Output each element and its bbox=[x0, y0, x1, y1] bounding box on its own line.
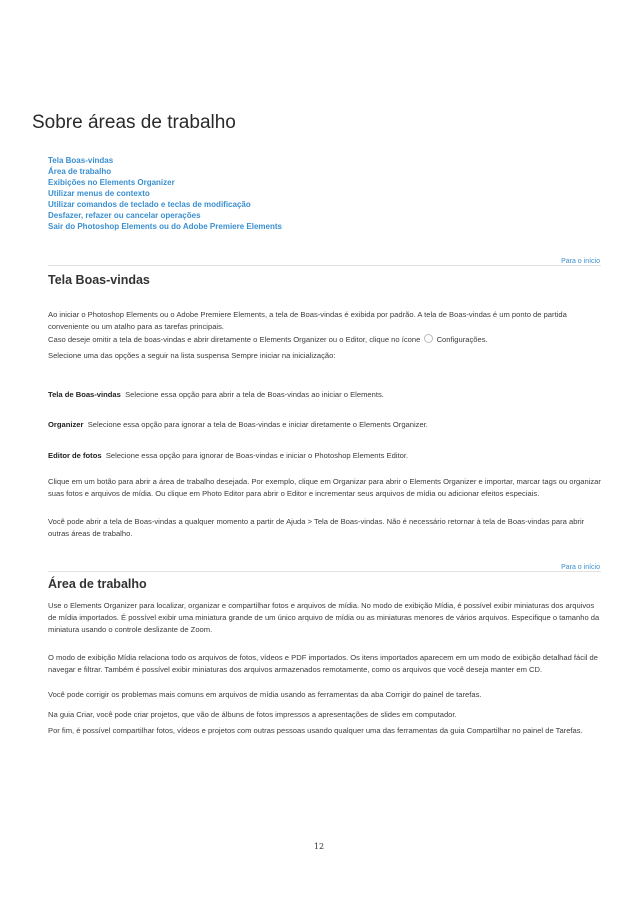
toc-link-comandos-de-teclado[interactable]: Utilizar comandos de teclado e teclas de modificação bbox=[48, 200, 251, 209]
option-description: Selecione essa opção para ignorar de Boas-vindas e iniciar o Photoshop Elements Editor. bbox=[105, 451, 409, 460]
option-editor-de-fotos bbox=[48, 450, 604, 462]
paragraph: Clique em um botão para abrir a área de trabalho desejada. Por exemplo, clique em Organizar para abrir o Elements Organizer e importar, marcar tags ou organizar suas fotos e arquivos de mídia. Ou clique em Photo Editor para abrir o Editor e incrementar seus arquivos de mídia ou adicionar efeitos especiais. bbox=[48, 477, 601, 498]
paragraph: Use o Elements Organizer para localizar, organizar e compartilhar fotos e arquivos de mídia. No modo de exibição Mídia, é possível exibir miniaturas dos arquivos de mídia importados. É possível exibir uma miniatura grande de um único arquivo de mídia ou as miniaturas menores de vários arquivos. Especifique o tamanho da miniatura usando o controle deslizante de Zoom. bbox=[48, 601, 600, 634]
back-to-top-link[interactable]: Para o início bbox=[561, 564, 600, 571]
page-title: Sobre áreas de trabalho bbox=[32, 112, 236, 133]
option-term: Editor de fotos bbox=[48, 451, 102, 460]
section-divider bbox=[48, 265, 601, 266]
option-term: Tela de Boas-vindas bbox=[48, 390, 121, 399]
toc-link-exibicoes[interactable]: Exibições no Elements Organizer bbox=[48, 178, 175, 187]
page-number: 12 bbox=[313, 842, 325, 851]
section-heading: Área de trabalho bbox=[48, 577, 147, 591]
paragraph: Por fim, é possível compartilhar fotos, vídeos e projetos com outras pessoas usando qualquer uma das ferramentas da guia Compartilhar no painel de Tarefas. bbox=[48, 726, 583, 735]
toc-link-area-de-trabalho[interactable]: Área de trabalho bbox=[48, 167, 112, 176]
paragraph: Ao iniciar o Photoshop Elements ou o Adobe Premiere Elements, a tela de Boas-vindas é exibida por padrão. A tela de Boas-vindas é um ponto de partida conveniente ou um atalho para as tarefas principais. bbox=[48, 310, 567, 331]
toc-link-tela-boas-vindas[interactable]: Tela Boas-vindas bbox=[48, 156, 114, 165]
paragraph-text: Caso deseje omitir a tela de boas-vindas e abrir diretamente o Elements Organizer ou o Editor, clique no ícone bbox=[48, 335, 421, 344]
paragraph: Selecione uma das opções a seguir na lista suspensa Sempre iniciar na inicialização: bbox=[48, 351, 336, 360]
option-description: Selecione essa opção para ignorar a tela de Boas-vindas e iniciar diretamente o Elements Organizer. bbox=[87, 420, 428, 429]
section-heading: Tela Boas-vindas bbox=[48, 273, 150, 287]
option-organizer bbox=[48, 419, 604, 431]
option-tela-de-boas-vindas bbox=[48, 389, 604, 401]
toc-link-desfazer[interactable]: Desfazer, refazer ou cancelar operações bbox=[48, 211, 201, 220]
paragraph bbox=[48, 334, 604, 346]
paragraph: Você pode abrir a tela de Boas-vindas a qualquer momento a partir de Ajuda > Tela de Boas-vindas. Não é necessário retornar à tela de Boas-vindas para abrir outras áreas de trabalho. bbox=[48, 517, 585, 538]
toc-link-menus-de-contexto[interactable]: Utilizar menus de contexto bbox=[48, 189, 150, 198]
paragraph: Na guia Criar, você pode criar projetos, que vão de álbuns de fotos impressos a apresentações de slides em computador. bbox=[48, 710, 457, 719]
table-of-contents bbox=[48, 155, 282, 232]
option-description: Selecione essa opção para abrir a tela de Boas-vindas ao iniciar o Elements. bbox=[125, 390, 384, 399]
paragraph: Você pode corrigir os problemas mais comuns em arquivos de mídia usando as ferramentas da aba Corrigir do painel de tarefas. bbox=[48, 690, 482, 699]
section-divider bbox=[48, 571, 601, 572]
option-term: Organizer bbox=[48, 420, 84, 429]
back-to-top-link[interactable]: Para o início bbox=[561, 258, 600, 265]
gear-icon bbox=[424, 334, 433, 343]
toc-link-sair[interactable]: Sair do Photoshop Elements ou do Adobe Premiere Elements bbox=[48, 222, 282, 231]
paragraph: O modo de exibição Mídia relaciona todo os arquivos de fotos, vídeos e PDF importados. Os itens importados aparecem em um modo de exibição detalhad fácil de navegar e filtrar. Também é possível exibir miniaturas dos arquivos armazenados remotamente, como os arquivos que você deseja manter em CD. bbox=[48, 653, 598, 674]
paragraph-text: Configurações. bbox=[436, 335, 488, 344]
